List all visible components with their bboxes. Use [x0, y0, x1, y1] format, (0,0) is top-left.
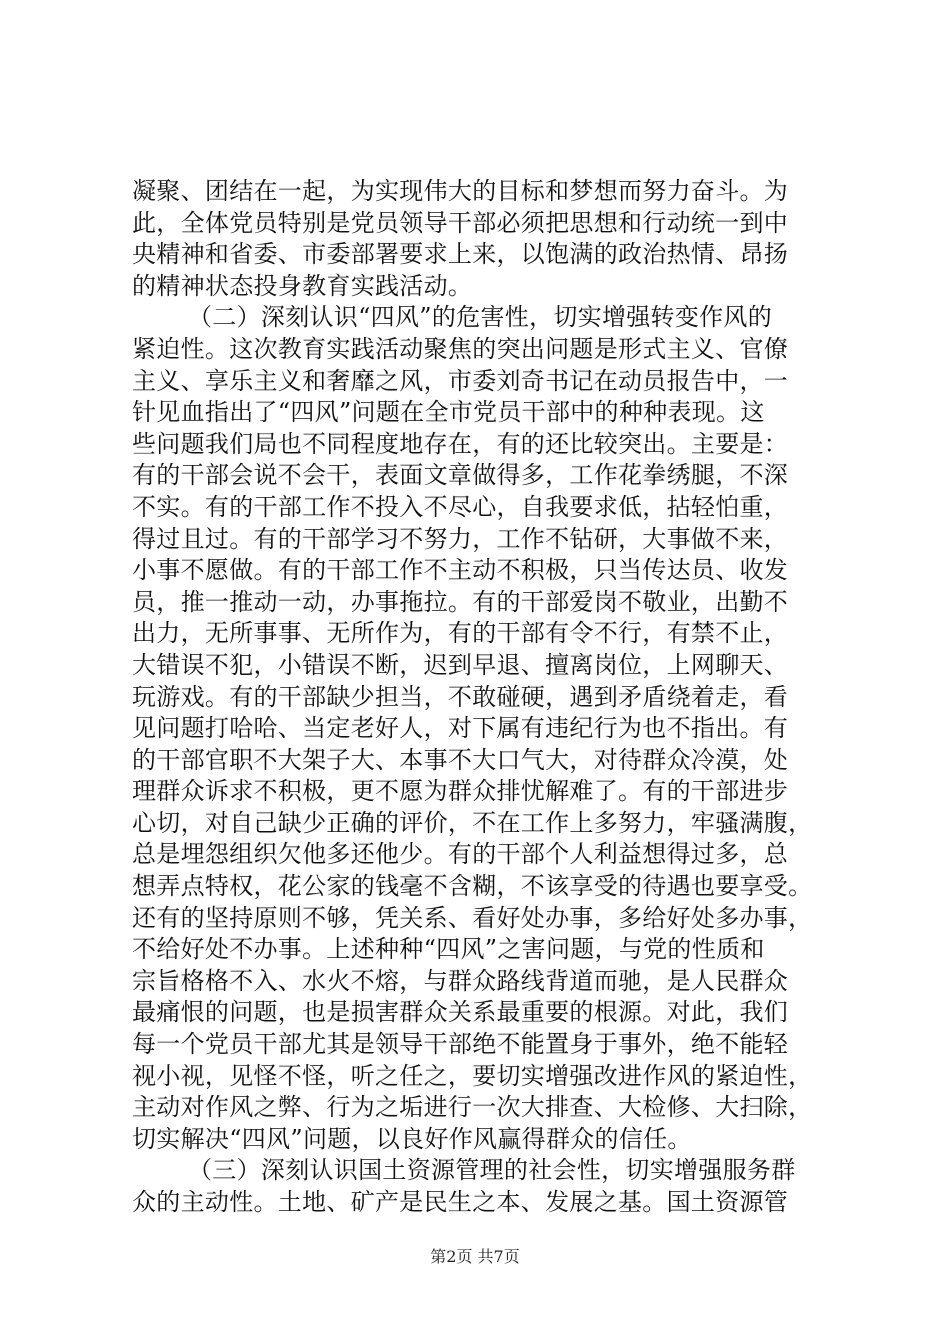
text-line: （三）深刻认识国土资源管理的社会性，切实增强服务群: [188, 1156, 796, 1185]
text-line: 紧迫性。这次教育实践活动聚焦的突出问题是形式主义、官僚: [132, 334, 789, 363]
text-line: 主义、享乐主义和奢靡之风，市委刘奇书记在动员报告中，一: [132, 366, 789, 395]
text-line: 玩游戏。有的干部缺少担当，不敢碰硬，遇到矛盾绕着走，看: [132, 682, 789, 711]
text-line: 此，全体党员特别是党员领导干部必须把思想和行动统一到中: [132, 208, 789, 237]
text-line: 切实解决“四风”问题，以良好作风赢得群众的信任。: [132, 1124, 692, 1153]
text-line: 众的主动性。土地、矿产是民生之本、发展之基。国土资源管: [132, 1188, 789, 1216]
text-line: 有的干部会说不会干，表面文章做得多，工作花拳绣腿，不深: [132, 461, 789, 490]
text-line: （二）深刻认识“四风”的危害性，切实增强转变作风的: [188, 303, 773, 332]
text-line: 小事不愿做。有的干部工作不主动不积极，只当传达员、收发: [132, 556, 789, 585]
page-number-footer: 第2页 共7页: [430, 1247, 520, 1266]
text-line: 理群众诉求不积极，更不愿为群众排忧解难了。有的干部进步: [132, 777, 789, 806]
text-line: 大错误不犯，小错误不断，迟到早退、擅离岗位，上网聊天、: [132, 650, 789, 679]
text-line: 宗旨格格不入、水火不熔，与群众路线背道而驰，是人民群众: [132, 966, 789, 995]
body-text: [132, 176, 832, 1219]
text-line: 每一个党员干部尤其是领导干部绝不能置身于事外，绝不能轻: [132, 1030, 789, 1059]
text-line: 员，推一推动一动，办事拖拉。有的干部爱岗不敬业，出勤不: [132, 587, 789, 616]
text-line: 心切，对自己缺少正确的评价，不在工作上多努力，牢骚满腹，: [132, 808, 813, 837]
text-line: 央精神和省委、市委部署要求上来，以饱满的政治热情、昂扬: [132, 240, 789, 269]
text-line: 不给好处不办事。上述种种“四风”之害问题，与党的性质和: [132, 935, 765, 964]
text-line: 的干部官职不大架子大、本事不大口气大，对待群众冷漠，处: [132, 745, 789, 774]
text-line: 最痛恨的问题，也是损害群众关系最重要的根源。对此，我们: [132, 998, 789, 1027]
text-line: 主动对作风之弊、行为之垢进行一次大排查、大检修、大扫除，: [132, 1093, 813, 1122]
text-line: 些问题我们局也不同程度地存在，有的还比较突出。主要是：: [132, 429, 789, 458]
text-line: 不实。有的干部工作不投入不尽心，自我要求低，拈轻怕重，: [132, 492, 789, 521]
text-line: 视小视，见怪不怪，听之任之，要切实增强改进作风的紧迫性，: [132, 1061, 813, 1090]
text-line: 想弄点特权，花公家的钱毫不含糊，不该享受的待遇也要享受。: [132, 872, 813, 901]
text-line: 出力，无所事事、无所作为，有的干部有令不行，有禁不止，: [132, 619, 789, 648]
text-line: 凝聚、团结在一起，为实现伟大的目标和梦想而努力奋斗。为: [132, 177, 789, 205]
text-line: 总是埋怨组织欠他多还他少。有的干部个人利益想得过多，总: [132, 840, 789, 869]
text-line: 见问题打哈哈、当定老好人，对下属有违纪行为也不指出。有: [132, 714, 789, 743]
text-line: 针见血指出了“四风”问题在全市党员干部中的种种表现。这: [132, 398, 765, 427]
text-line: 还有的坚持原则不够，凭关系、看好处办事，多给好处多办事，: [132, 903, 813, 932]
text-line: 得过且过。有的干部学习不努力，工作不钻研，大事做不来，: [132, 524, 789, 553]
text-line: 的精神状态投身教育实践活动。: [132, 271, 473, 300]
